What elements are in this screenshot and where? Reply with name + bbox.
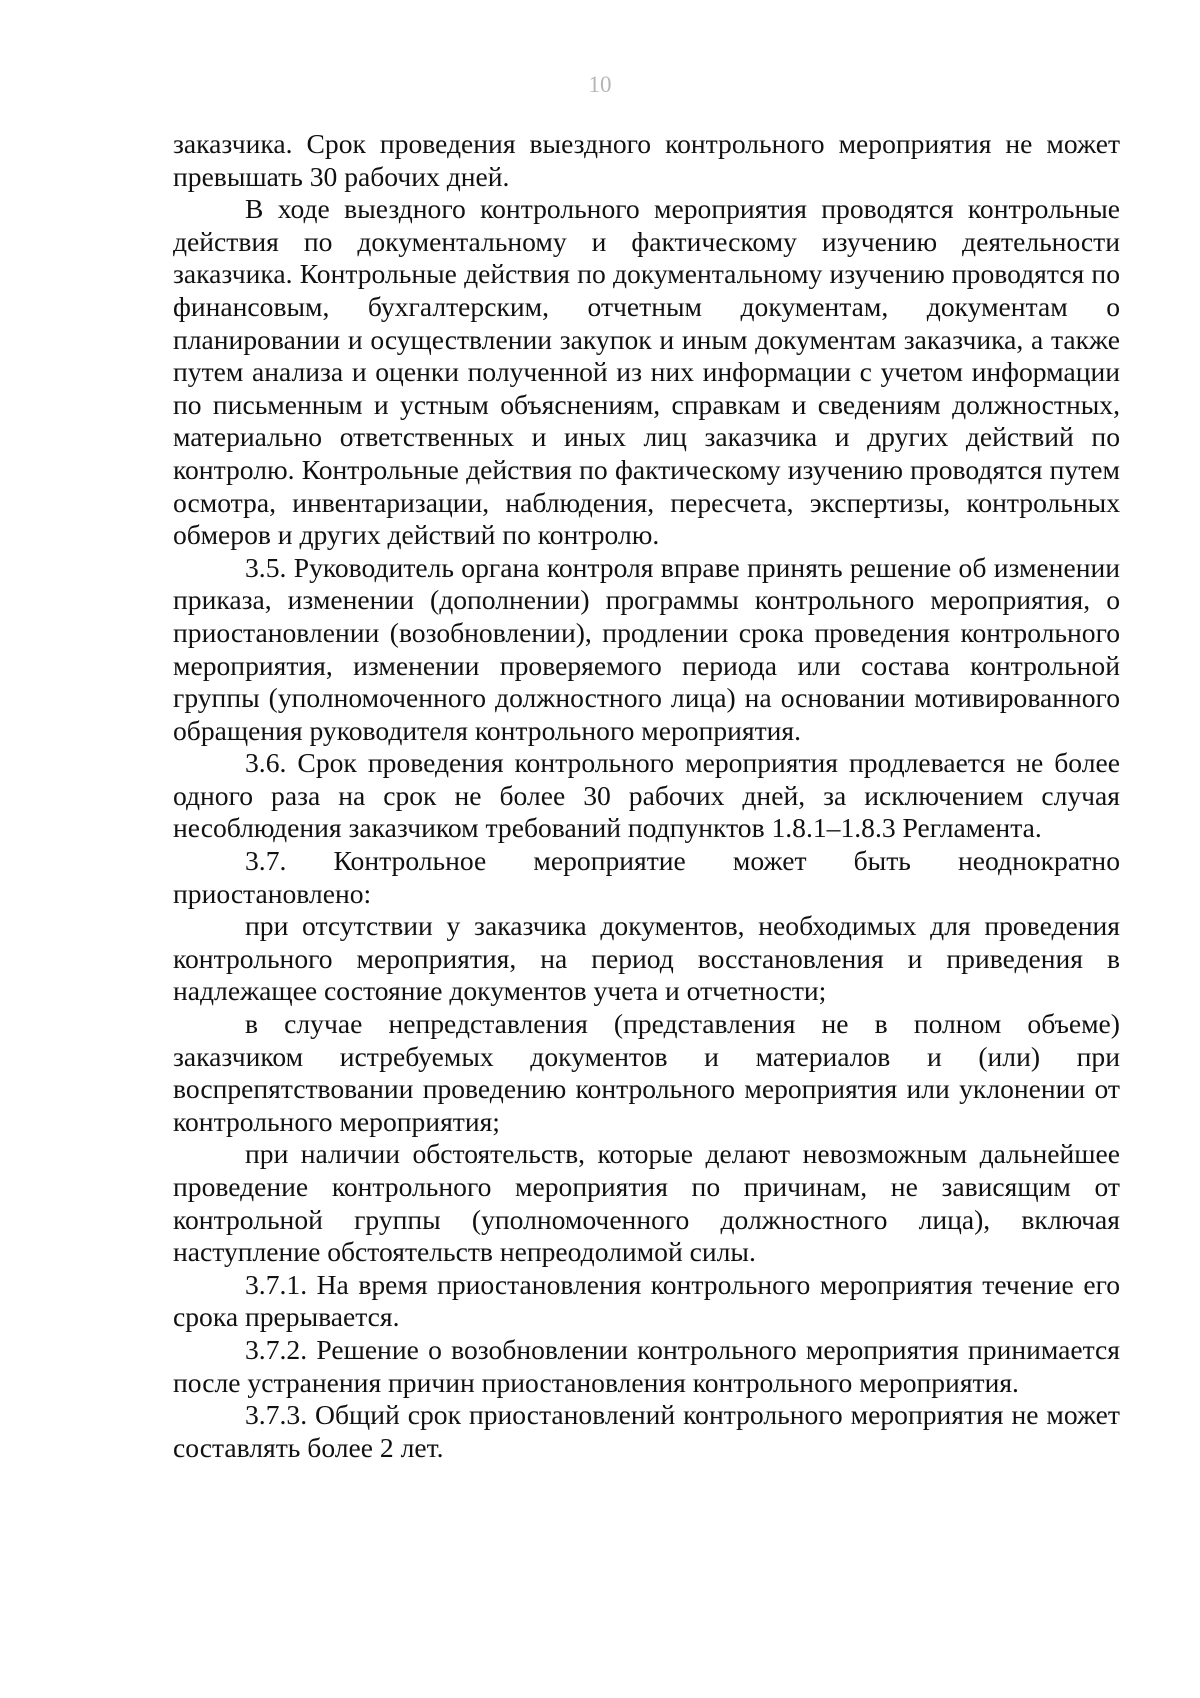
paragraph-3-6: 3.6. Срок проведения контрольного мероприятия продлевается не более одного раза на срок не более 30 рабочих дней, за исключением случая несоблюдения заказчиком требований подпунктов 1.8.1–1.8.3 Регламента. bbox=[173, 747, 1120, 844]
document-body bbox=[173, 128, 1120, 1464]
paragraph-3-7-1: 3.7.1. На время приостановления контрольного мероприятия течение его срока прерывается. bbox=[173, 1268, 1120, 1333]
paragraph-3-7-3: 3.7.3. Общий срок приостановлений контрольного мероприятия не может составлять более 2 лет. bbox=[173, 1399, 1120, 1463]
paragraph-3-7: 3.7. Контрольное мероприятие может быть неоднократно приостановлено: bbox=[173, 845, 1120, 909]
page-number: 10 bbox=[588, 72, 612, 97]
paragraph-suspension-reason-2: в случае непредставления (представления не в полном объеме) заказчиком истребуемых документов и материалов и (или) при воспрепятствовании проведению контрольного мероприятия или уклонении от контрольного мероприятия; bbox=[173, 1008, 1120, 1137]
paragraph-suspension-reason-1: при отсутствии у заказчика документов, необходимых для проведения контрольного мероприятия, на период восстановления и приведения в надлежащее состояние документов учета и отчетности; bbox=[173, 910, 1120, 1007]
paragraph-suspension-reason-3: при наличии обстоятельств, которые делают невозможным дальнейшее проведение контрольного мероприятия по причинам, не зависящим от контрольной группы (уполномоченного должностного лица), включая наступление обстоятельств непреодолимой силы. bbox=[173, 1138, 1120, 1268]
paragraph-3-5: 3.5. Руководитель органа контроля вправе принять решение об изменении приказа, изменении (дополнении) программы контрольного мероприятия, о приостановлении (возобновлении), продлении срока проведения контрольного мероприятия, изменении проверяемого периода или состава контрольной группы (уполномоченного должностного лица) на основании мотивированного обращения руководителя контрольного мероприятия. bbox=[173, 551, 1120, 746]
paragraph-onsite-actions: В ходе выездного контрольного мероприятия проводятся контрольные действия по документальному и фактическому изучению деятельности заказчика. Контрольные действия по документальному изучению проводятся по финансовым, бухгалтерским, отчетным документам, документам о планировании и осуществлении закупок и иным документам заказчика, а также путем анализа и оценки полученной из них информации с учетом информации по письменным и устным объяснениям, справкам и сведениям должностных, материально ответственных и иных лиц заказчика и других действий по контролю. Контрольные действия по фактическому изучению проводятся путем осмотра, инвентаризации, наблюдения, пересчета, экспертизы, контрольных обмеров и других действий по контролю. bbox=[173, 193, 1120, 551]
paragraph-continuation: заказчика. Срок проведения выездного контрольного мероприятия не может превышать 30 рабочих дней. bbox=[173, 128, 1120, 192]
paragraph-3-7-2: 3.7.2. Решение о возобновлении контрольного мероприятия принимается после устранения причин приостановления контрольного мероприятия. bbox=[173, 1333, 1120, 1398]
